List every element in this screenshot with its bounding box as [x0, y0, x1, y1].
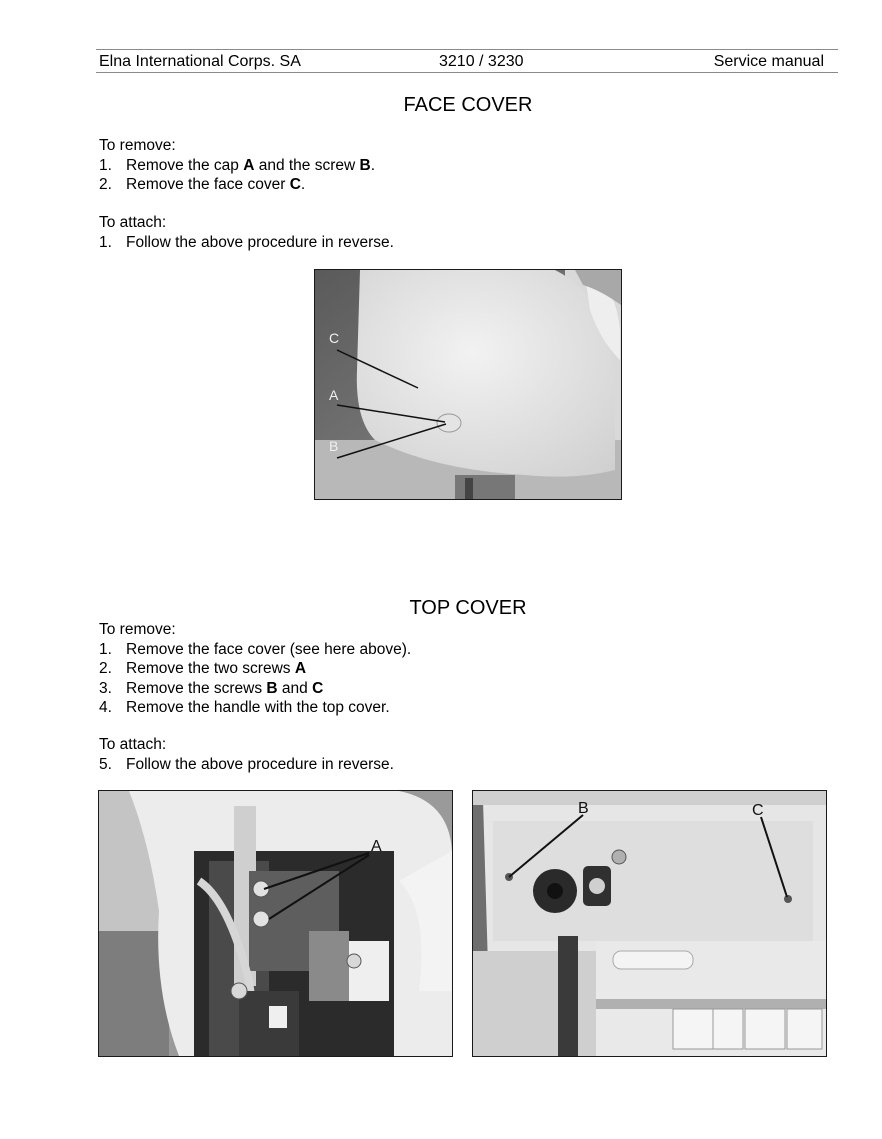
face-cover-title: FACE COVER — [403, 94, 533, 116]
header-company: Elna International Corps. SA — [99, 53, 301, 70]
list-item-number: 1. — [99, 233, 112, 251]
list-item-text — [126, 698, 390, 718]
top-cover-photo-right — [472, 790, 827, 1057]
list-item — [99, 755, 394, 775]
list-item — [99, 156, 375, 176]
face-label-b: B — [329, 438, 339, 454]
list-item-text — [126, 659, 306, 679]
part-letter: C — [289, 176, 301, 193]
header-rule-bottom — [96, 72, 838, 73]
list-item-text — [126, 233, 394, 253]
list-item — [99, 659, 411, 679]
list-item-text — [126, 755, 394, 775]
face-cover-remove-steps — [99, 156, 375, 195]
part-letter: B — [266, 679, 278, 697]
list-item-text — [126, 175, 305, 195]
step-text: . — [370, 156, 376, 174]
step-text: Remove the face cover — [126, 176, 290, 193]
list-item-number: 3. — [99, 679, 112, 697]
top-cover-remove-heading: To remove: — [99, 621, 176, 638]
face-label-a: A — [329, 387, 339, 403]
top-left-label-a: A — [371, 838, 382, 855]
step-text: Remove the handle with the top cover. — [126, 699, 390, 716]
list-item — [99, 698, 411, 718]
list-item — [99, 640, 411, 660]
face-cover-photo — [314, 269, 622, 500]
step-text: Follow the above procedure in reverse. — [126, 755, 394, 773]
top-cover-attach-heading: To attach: — [99, 736, 167, 753]
part-letter: A — [294, 660, 307, 677]
face-cover-remove-block — [99, 136, 375, 195]
top-right-label-b: B — [578, 800, 589, 817]
header-rule-top — [96, 49, 838, 50]
top-cover-title: TOP COVER — [409, 597, 527, 619]
step-text: Remove the screws — [126, 679, 267, 697]
top-cover-attach-steps — [99, 755, 394, 775]
header-manual: Service manual — [713, 53, 824, 70]
top-cover-attach-block — [99, 735, 394, 774]
step-text: Remove the face cover (see here above). — [126, 640, 412, 658]
face-label-c: C — [329, 330, 340, 346]
face-cover-attach-block — [99, 213, 394, 252]
list-item — [99, 233, 394, 253]
part-letter: A — [243, 156, 255, 174]
top-right-label-c: C — [752, 802, 764, 819]
list-item-text — [126, 640, 411, 660]
face-cover-remove-heading: To remove: — [99, 137, 176, 154]
list-item-number: 2. — [99, 660, 112, 677]
step-text: . — [300, 176, 306, 193]
step-text: and the screw — [254, 156, 360, 174]
list-item-number: 2. — [99, 176, 112, 193]
list-item-text — [126, 679, 323, 699]
face-cover-attach-steps — [99, 233, 394, 253]
part-letter: C — [312, 679, 324, 697]
step-text: Remove the cap — [126, 156, 244, 174]
list-item-number: 1. — [99, 156, 112, 174]
part-letter: B — [359, 156, 371, 174]
step-text: and — [277, 679, 313, 697]
list-item-number: 5. — [99, 755, 112, 773]
list-item — [99, 175, 375, 195]
list-item-text — [126, 156, 375, 176]
step-text: Follow the above procedure in reverse. — [126, 233, 394, 251]
top-cover-remove-block — [99, 620, 411, 718]
header-model: 3210 / 3230 — [439, 53, 524, 70]
list-item-number: 1. — [99, 640, 112, 658]
top-cover-remove-steps — [99, 640, 411, 718]
top-cover-photo-left — [98, 790, 453, 1057]
list-item — [99, 679, 411, 699]
face-cover-attach-heading: To attach: — [99, 214, 167, 231]
list-item-number: 4. — [99, 699, 112, 716]
step-text: Remove the two screws — [126, 660, 295, 677]
